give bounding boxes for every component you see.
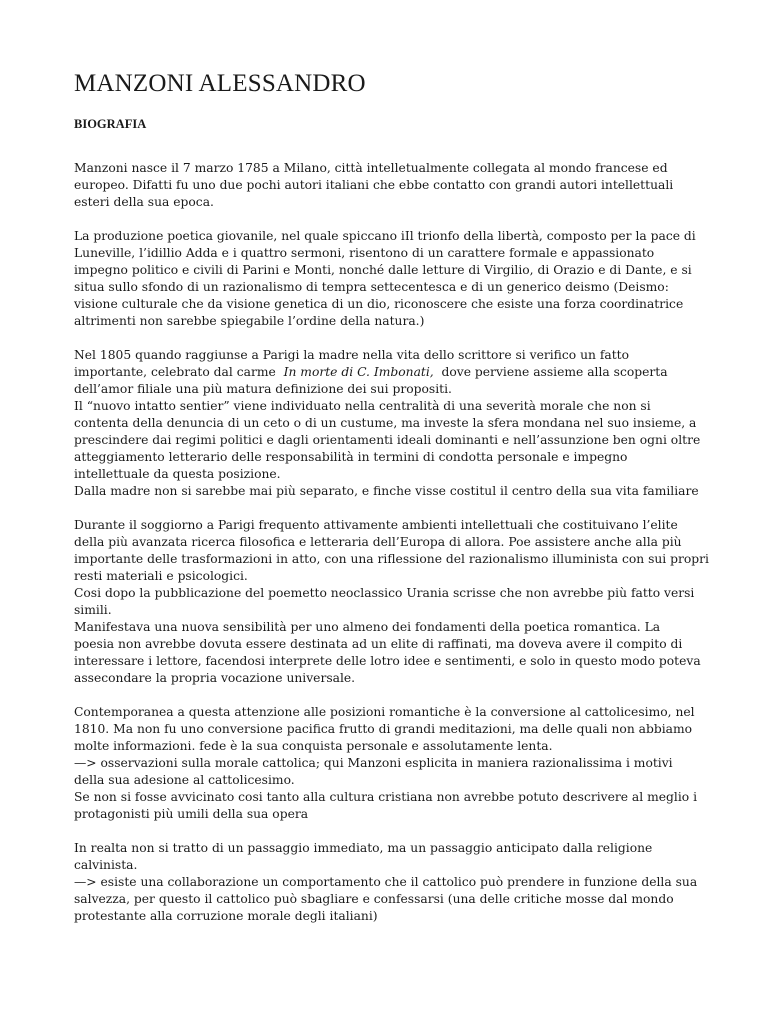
work-title-italic: In morte di C. Imbonati,	[283, 365, 434, 379]
text-line: Cosi dopo la pubblicazione del poemetto neoclassico Urania scrisse che non avrebbe più fatto versi	[74, 586, 695, 600]
text-line: —> esiste una collaborazione un comportamento che il cattolico può prendere in funzione della sua	[74, 875, 698, 889]
text-line: atteggiamento letterario delle responsabilità in termini di condotta personale e impegno	[74, 450, 628, 464]
paragraph	[74, 840, 702, 925]
paragraph	[74, 517, 709, 687]
text-line: calvinista.	[74, 858, 138, 872]
text-line: intellettuale da questa posizione.	[74, 467, 281, 481]
text-line: Se non si fosse avvicinato cosi tanto alla cultura cristiana non avrebbe potuto descrivere al meglio i	[74, 790, 698, 804]
paragraph-spacer	[74, 330, 702, 347]
text-line: altrimenti non sarebbe spiegabile l’ordine della natura.)	[74, 314, 425, 328]
text-line: Durante il soggiorno a Parigi frequento attivamente ambienti intellettuali che costituivano l’elite	[74, 518, 678, 532]
text-line: salvezza, per questo il cattolico può sbagliare e confessarsi (una delle critiche mosse dal mondo	[74, 892, 674, 906]
paragraph	[74, 347, 702, 500]
text-line: Contemporanea a questa attenzione alle posizioni romantiche è la conversione al cattolicesimo, nel	[74, 705, 695, 719]
text-line: Il “nuovo intatto sentier” viene individuato nella centralità di una severità morale che non si	[74, 399, 651, 413]
text-line: protestante alla corruzione morale degli italiani)	[74, 909, 378, 923]
text-line: della più avanzata ricerca filosofica e letteraria dell’Europa di allora. Poe assistere anche alla più	[74, 535, 682, 549]
text-line: interessare i lettore, facendosi interprete delle lotro idee e sentimenti, e solo in questo modo poteva	[74, 654, 701, 668]
text-line: In realta non si tratto di un passaggio immediato, ma un passaggio anticipato dalla religione	[74, 841, 653, 855]
text-line: esteri della sua epoca.	[74, 195, 214, 209]
text-line	[74, 364, 702, 381]
text-line: contenta della denuncia di un ceto o di un custume, ma investe la sfera mondana nel suo insieme, a	[74, 416, 697, 430]
text-line: Manzoni nasce il 7 marzo 1785 a Milano, città intelletualmente collegata al mondo francese ed	[74, 161, 668, 175]
document-title: MANZONI ALESSANDRO	[74, 70, 366, 97]
paragraph-spacer	[74, 687, 702, 704]
text-line: impegno politico e civili di Parini e Monti, nonché dalle letture di Virgilio, di Orazio e di Dante, e si	[74, 263, 692, 277]
paragraph	[74, 228, 702, 330]
text-run: dove perviene assieme alla scoperta	[433, 365, 668, 379]
document-body	[74, 160, 709, 925]
text-line: Nel 1805 quando raggiunse a Parigi la madre nella vita dello scrittore si verifico un fatto	[74, 348, 630, 362]
paragraph-spacer	[74, 823, 702, 840]
paragraph	[74, 160, 702, 211]
paragraph-spacer	[74, 500, 702, 517]
section-heading: BIOGRAFIA	[74, 117, 147, 131]
text-line: visione culturale che da visione genetica di un dio, riconoscere che esiste una forza coordinatrice	[74, 297, 684, 311]
text-line: Luneville, l’idillio Adda e i quattro sermoni, risentono di un carattere formale e appassionato	[74, 246, 655, 260]
text-line: —> osservazioni sulla morale cattolica; qui Manzoni esplicita in maniera razionalissima i motivi	[74, 756, 673, 770]
text-line: poesia non avrebbe dovuta essere destinata ad un elite di raffinati, ma doveva avere il compito di	[74, 637, 683, 651]
text-line: importante delle trasformazioni in atto, con una riflessione del razionalismo illuminista con sui propri	[74, 552, 709, 566]
text-run: importante, celebrato dal carme	[74, 365, 284, 379]
text-line: situa sullo sfondo di un razionalismo di tempra settecentesca e di un generico deismo (Deismo:	[74, 280, 669, 294]
text-line: assecondare la propria vocazione universale.	[74, 671, 356, 685]
text-line: protagonisti più umili della sua opera	[74, 807, 309, 821]
text-line: molte informazioni. fede è la sua conquista personale e assolutamente lenta.	[74, 739, 553, 753]
text-line: resti materiali e psicologici.	[74, 569, 248, 583]
paragraph-spacer	[74, 211, 702, 228]
paragraph	[74, 704, 702, 823]
text-line: La produzione poetica giovanile, nel quale spiccano iIl trionfo della libertà, composto per la pace di	[74, 229, 696, 243]
text-line: della sua adesione al cattolicesimo.	[74, 773, 295, 787]
text-line: 1810. Ma non fu uno conversione pacifica frutto di grandi meditazioni, ma delle quali non abbiamo	[74, 722, 693, 736]
text-line: Manifestava una nuova sensibilità per uno almeno dei fondamenti della poetica romantica. La	[74, 620, 661, 634]
text-line: dell’amor filiale una più matura definizione dei sui propositi.	[74, 382, 452, 396]
text-line: prescindere dai regimi politici e dagli orientamenti ideali dominanti e nell’assunzione ben ogni oltre	[74, 433, 701, 447]
text-line: Dalla madre non si sarebbe mai più separato, e finche visse costitul il centro della sua vita familiare	[74, 484, 699, 498]
text-line: europeo. Difatti fu uno due pochi autori italiani che ebbe contatto con grandi autori intellettuali	[74, 178, 674, 192]
text-line: simili.	[74, 603, 112, 617]
